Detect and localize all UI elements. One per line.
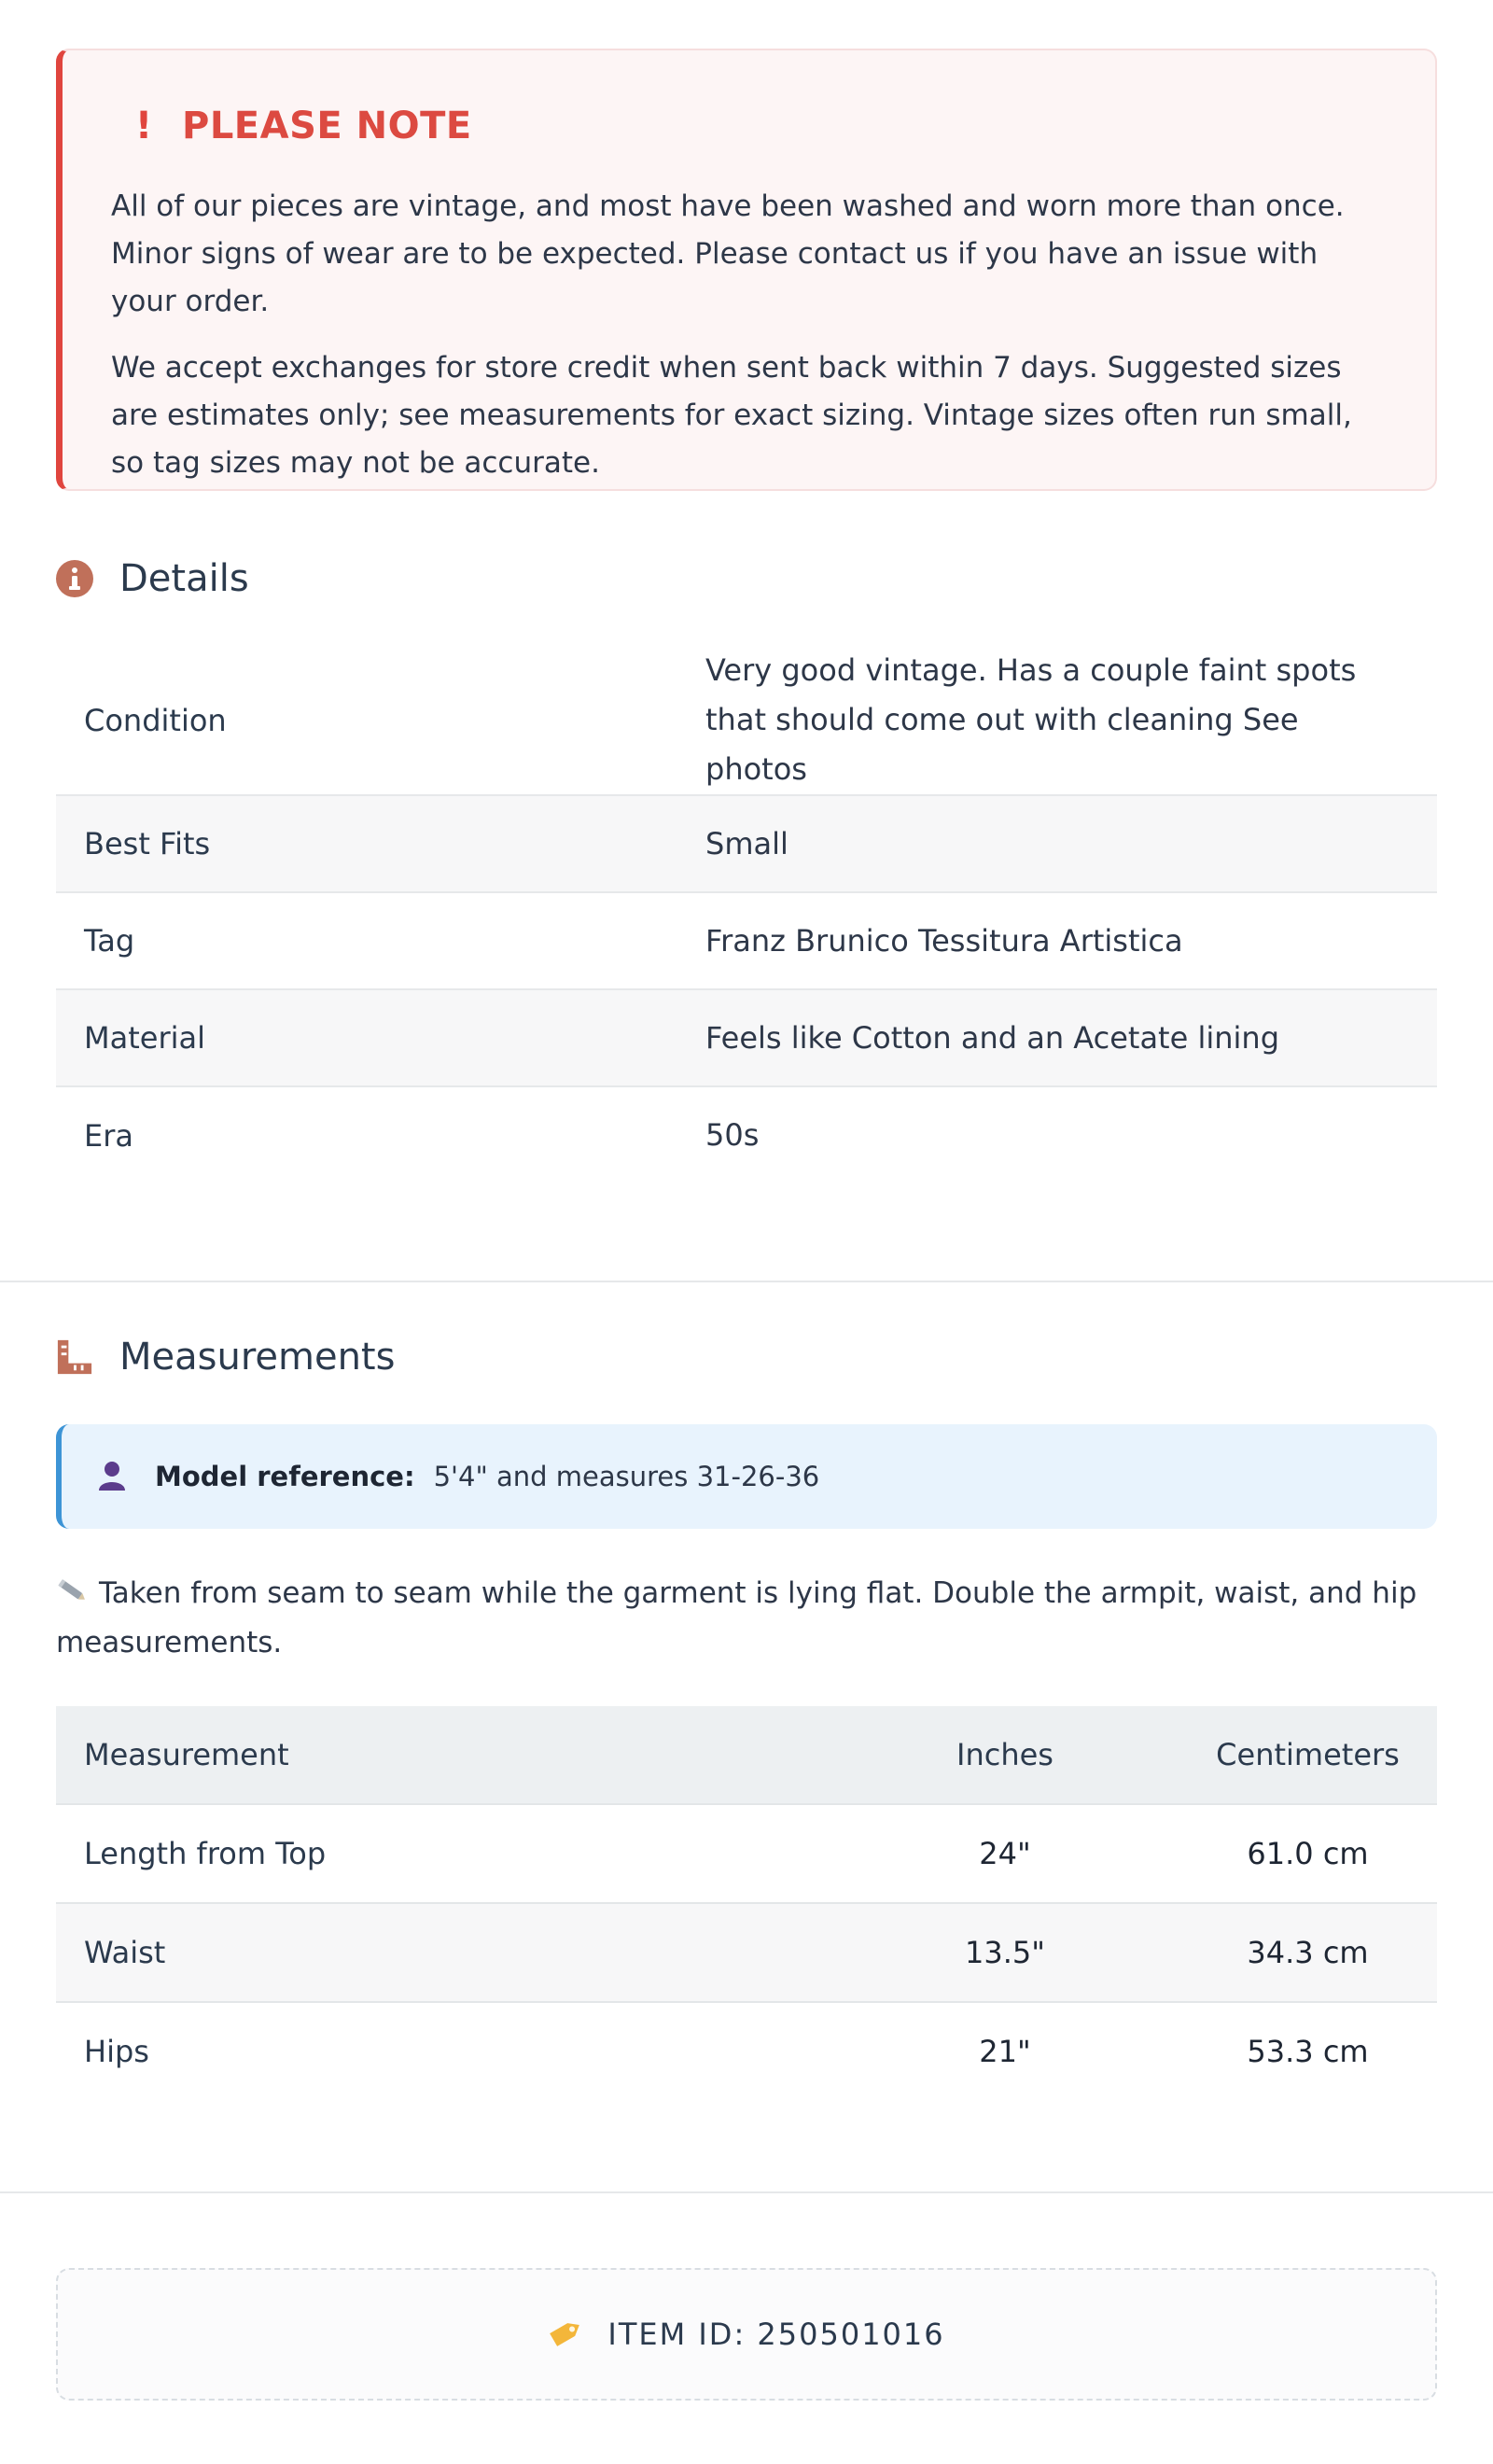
detail-value: Very good vintage. Has a couple faint spots that should come out with cleaning See photos [705, 652, 1357, 787]
notice-box [56, 49, 1437, 491]
detail-key: Tag [84, 923, 135, 959]
notice-paragraph-1: All of our pieces are vintage, and most have been washed and worn more than once. Minor signs of wear are to be expected. Please contact us if you have an issue with your order. [111, 189, 1345, 318]
measurement-name: Length from Top [56, 1804, 831, 1903]
detail-key: Condition [84, 702, 227, 738]
detail-key: Material [84, 1020, 205, 1056]
detail-value: 50s [705, 1117, 760, 1153]
model-reference-text: 5'4" and measures 31-26-36 [433, 1461, 820, 1492]
column-header: Measurement [56, 1706, 831, 1804]
item-id-box [56, 2268, 1437, 2401]
measurements-heading [56, 1329, 1437, 1385]
measurement-name: Hips [84, 2034, 149, 2069]
table-row [56, 2002, 1437, 2100]
exclamation-icon: ! [134, 105, 153, 147]
table-header-row [56, 1706, 1437, 1804]
column-header: Inches [831, 1706, 1179, 1804]
tag-icon [548, 2317, 585, 2351]
measurement-cm: 61.0 cm [1179, 1804, 1437, 1903]
detail-value: Franz Brunico Tessitura Artistica [705, 922, 1183, 959]
measurement-inches: 21" [979, 2034, 1031, 2069]
ruler-icon [56, 1338, 93, 1376]
measurement-note-text: Taken from seam to seam while the garment is lying flat. Double the armpit, waist, and hip measurements. [56, 1576, 1417, 1659]
measurement-cm: 34.3 cm [1179, 1903, 1437, 2002]
column-header: Centimeters [1179, 1706, 1437, 1804]
measurement-name: Waist [56, 1903, 831, 2002]
item-id-text: ITEM ID: 250501016 [607, 2317, 945, 2352]
table-row [56, 1903, 1437, 2002]
model-reference-label: Model reference: [155, 1461, 415, 1492]
measurements-table [56, 1706, 1437, 2100]
details-title: Details [119, 557, 249, 600]
measurement-inches: 24" [831, 1804, 1179, 1903]
detail-key: Best Fits [84, 826, 211, 861]
details-heading [56, 551, 1437, 607]
table-row [56, 795, 1437, 892]
details-table [56, 646, 1437, 1183]
notice-title: PLEASE NOTE [182, 105, 472, 147]
table-row [56, 989, 1437, 1086]
detail-value: Feels like Cotton and an Acetate lining [705, 1019, 1279, 1056]
measurement-note [56, 1570, 1437, 1667]
section-divider [0, 1281, 1493, 1282]
table-row [56, 1804, 1437, 1903]
table-row [56, 646, 1437, 795]
detail-key: Era [84, 1117, 133, 1154]
notice-paragraph-2: We accept exchanges for store credit when sent back within 7 days. Suggested sizes are estimates only; see measurements for exact sizing. Vintage sizes often run small, so tag sizes may not be accurate. [111, 351, 1352, 480]
section-divider [0, 2191, 1493, 2193]
detail-value: Small [705, 825, 788, 861]
measurement-cm: 53.3 cm [1247, 2034, 1369, 2069]
pencil-icon [56, 1572, 88, 1619]
model-reference [56, 1424, 1437, 1529]
info-icon [56, 560, 93, 597]
measurement-inches: 13.5" [831, 1903, 1179, 2002]
measurements-title: Measurements [119, 1336, 396, 1379]
table-row [56, 892, 1437, 989]
table-row [56, 1086, 1437, 1183]
person-icon [97, 1459, 127, 1494]
